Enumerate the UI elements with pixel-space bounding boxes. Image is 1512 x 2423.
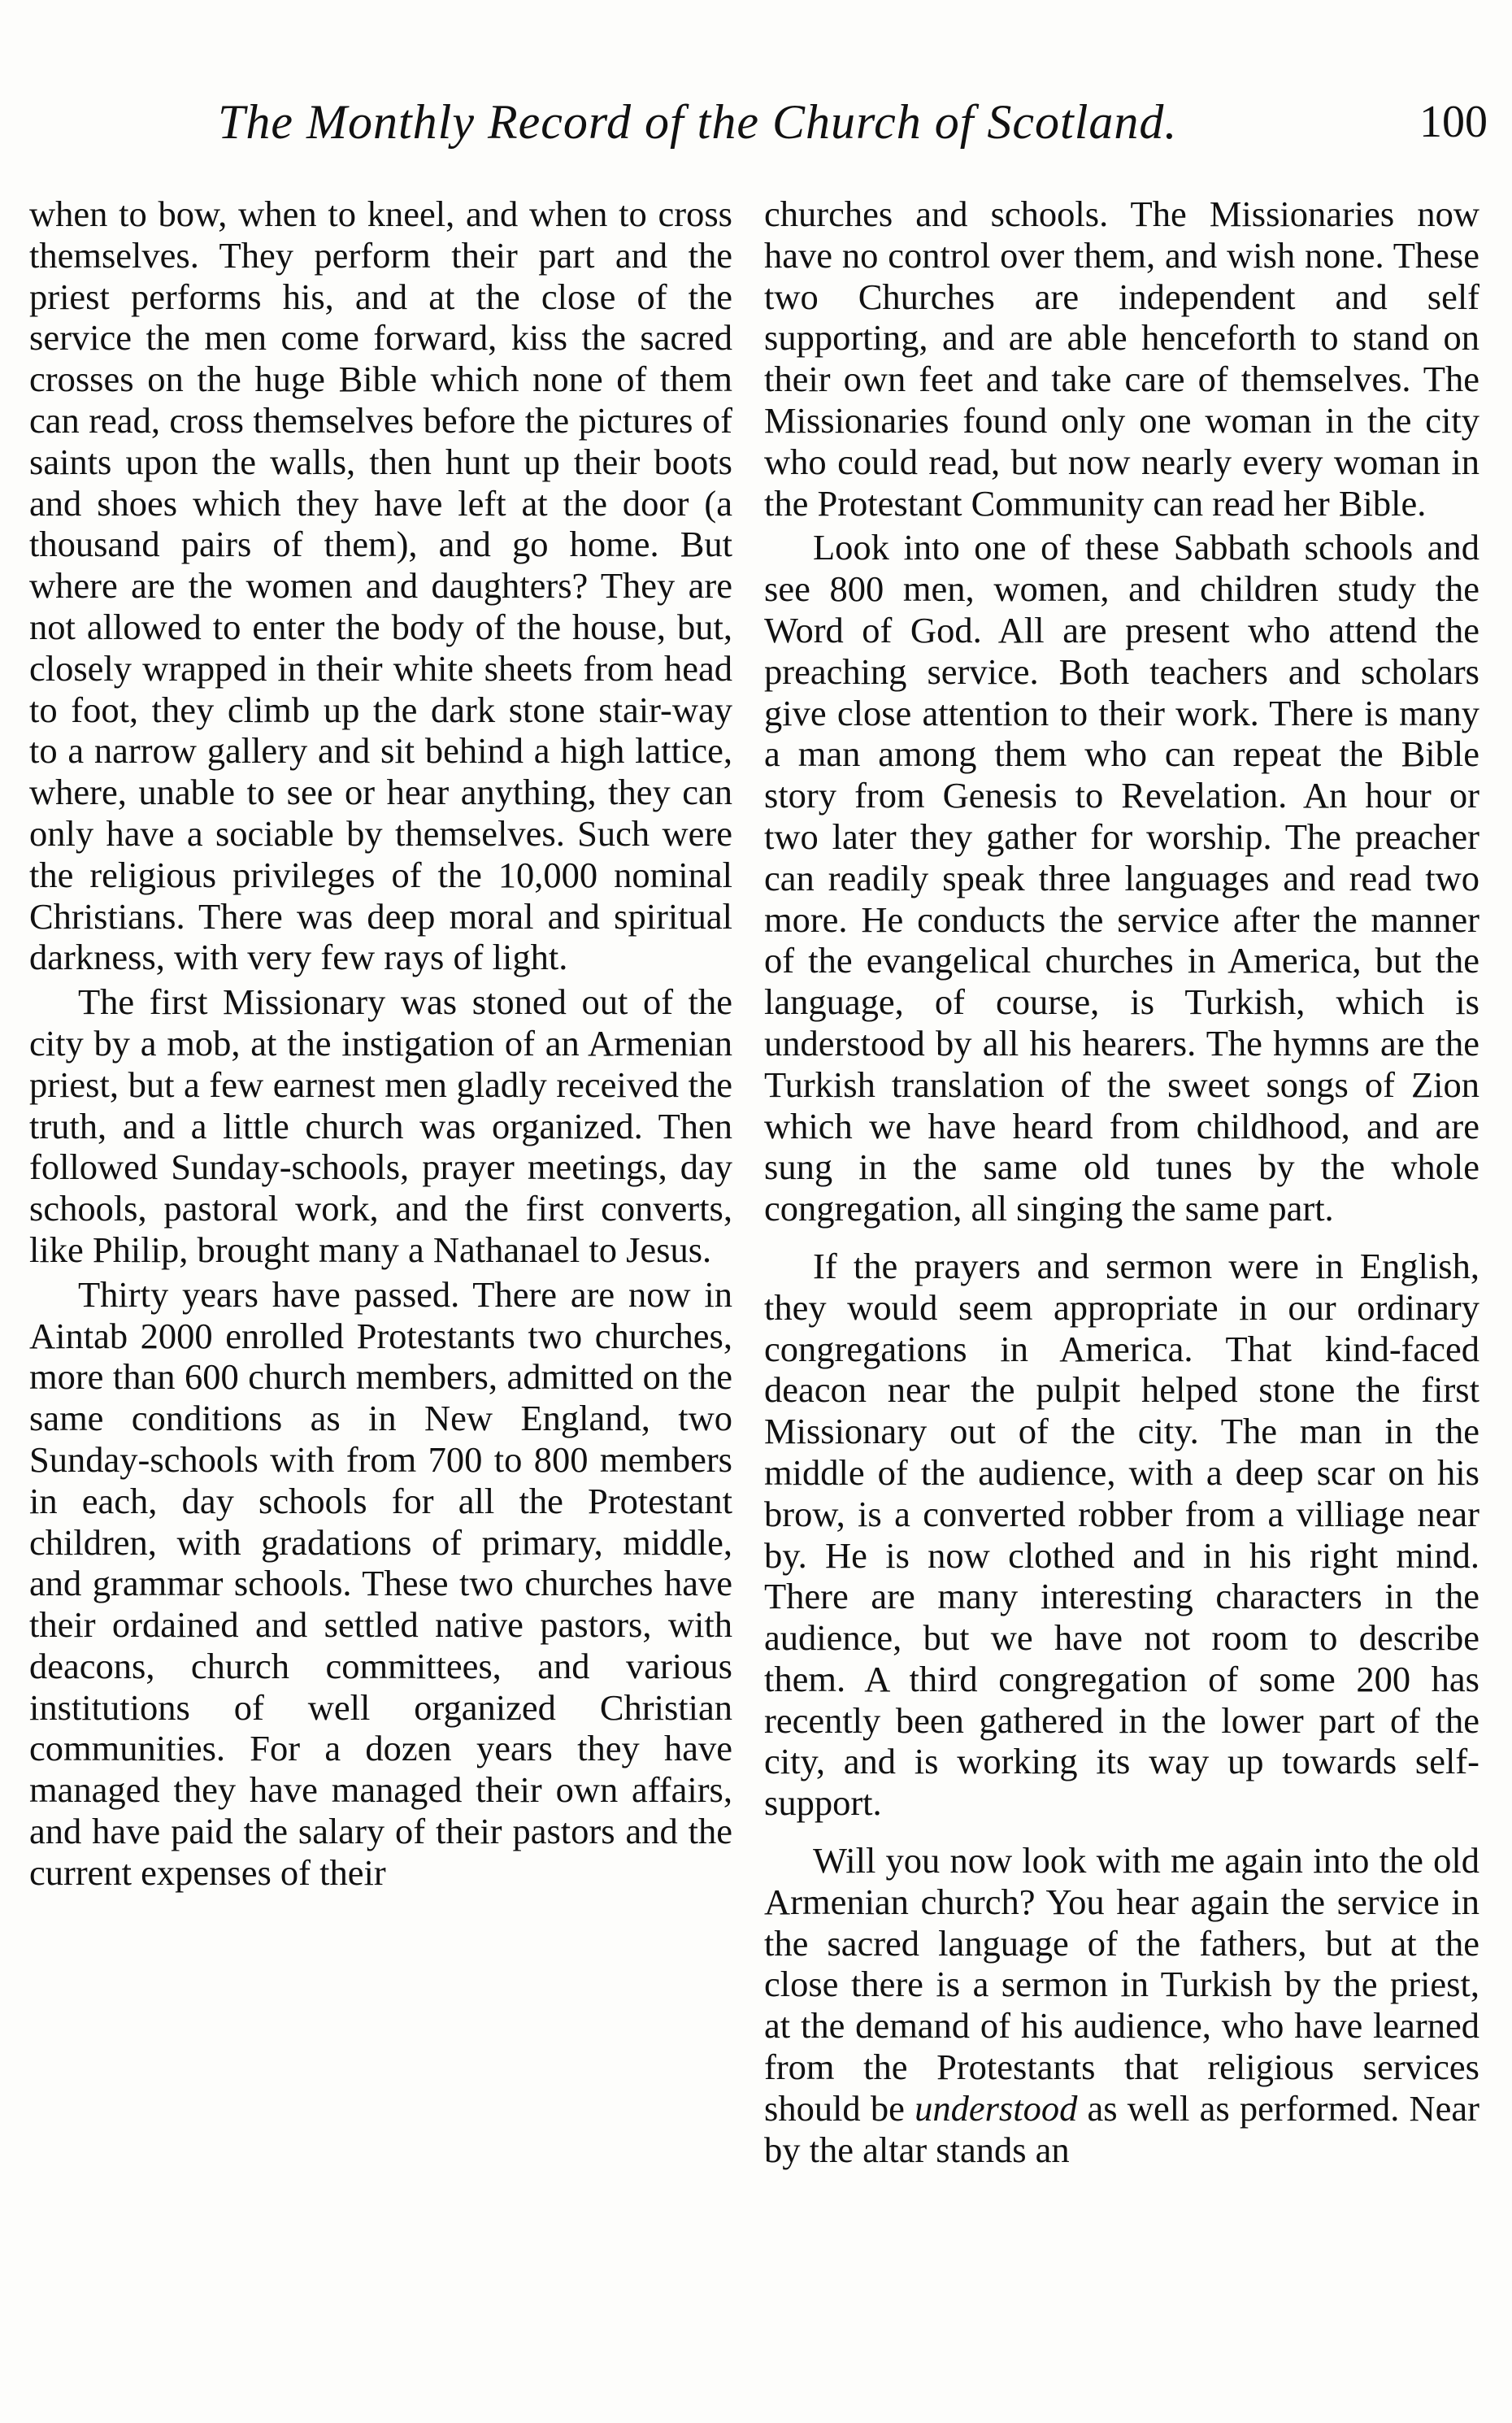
right-paragraph-2: Look into one of these Sabbath schools and see 800 men, women, and children study the Word of God. All are present who attend the preaching service. Both teachers and scholars give close attention to their work. There is many a man among them who can repeat the Bible story from Genesis to Revelation. An hour or two later they gather for worship. The preacher can readily speak three languages and read two more. He conducts the service after the manner of the evangelical churches in America, but the language, of course, is Turkish, which is understood by all his hearers. The hymns are the Turkish translation of the sweet songs of Zion which we have heard from childhood, and are sung in the same old tunes by the whole congregation, all singing the same part. [764, 527, 1479, 1229]
page-number: 100 [1419, 97, 1488, 147]
left-column [29, 194, 732, 1897]
right-column [764, 194, 1479, 2173]
right-paragraph-4-end: as well as performed. Near by the altar stands an [764, 2087, 1479, 2170]
running-title: The Monthly Record of the Church of Scotland. [218, 95, 1178, 149]
italic-word: understood [915, 2087, 1078, 2129]
left-paragraph-3: Thirty years have passed. There are now in Aintab 2000 enrolled Protestants two churches, more than 600 church members, admitted on the same conditions as in New England, two Sunday-schools with from 700 to 800 members in each, day schools for all the Protestant children, with gradations of primary, middle, and grammar schools. These two churches have their ordained and settled native pastors, with deacons, church committees, and various institutions of well organized Christian communities. For a dozen years they have managed they have managed their own affairs, and have paid the salary of their pastors and the current expenses of their [29, 1273, 732, 1893]
right-paragraph-3: If the prayers and sermon were in English, they would seem appropriate in our ordinary congregations in America. That kind-faced deacon near the pulpit helped stone the first Missionary out of the city. The man in the middle of the audience, with a deep scar on his brow, is a converted robber from a villiage near by. He is now clothed and in his right mind. There are many interesting characters in the audience, but we have not room to describe them. A third congregation of some 200 has recently been gathered in the lower part of the city, and is working its way up towards self-support. [764, 1245, 1479, 1824]
running-header [0, 89, 1512, 163]
right-paragraph-4 [764, 1840, 1479, 2170]
right-paragraph-4-start: Will you now look with me again into the old Armenian church? You hear again the service in the sacred language of the fathers, but at the close there is a sermon in Turkish by the priest, at the demand of his audience, who have learned from the Protestants that religious services should be [764, 1840, 1479, 2129]
left-paragraph-2: The first Missionary was stoned out of the city by a mob, at the instigation of an Armenian priest, but a few earnest men gladly received the truth, and a little church was organized. Then followed Sunday-schools, prayer meetings, day schools, pastoral work, and the first converts, like Philip, brought many a Nathanael to Jesus. [29, 981, 732, 1270]
right-paragraph-1: churches and schools. The Missionaries now have no control over them, and wish none. These two Churches are independent and self supporting, and are able henceforth to stand on their own feet and take care of themselves. The Missionaries found only one woman in the city who could read, but now nearly every woman in the Protestant Community can read her Bible. [764, 194, 1479, 524]
left-paragraph-1: when to bow, when to kneel, and when to cross themselves. They perform their part and the priest performs his, and at the close of the service the men come forward, kiss the sacred crosses on the huge Bible which none of them can read, cross themselves before the pictures of saints upon the walls, then hunt up their boots and shoes which they have left at the door (a thousand pairs of them), and go home. But where are the women and daughters? They are not allowed to enter the body of the house, but, closely wrapped in their white sheets from head to foot, they climb up the dark stone stair-way to a narrow gallery and sit behind a high lattice, where, unable to see or hear anything, they can only have a sociable by themselves. Such were the religious privileges of the 10,000 nominal Christians. There was deep moral and spiritual darkness, with very few rays of light. [29, 194, 732, 978]
